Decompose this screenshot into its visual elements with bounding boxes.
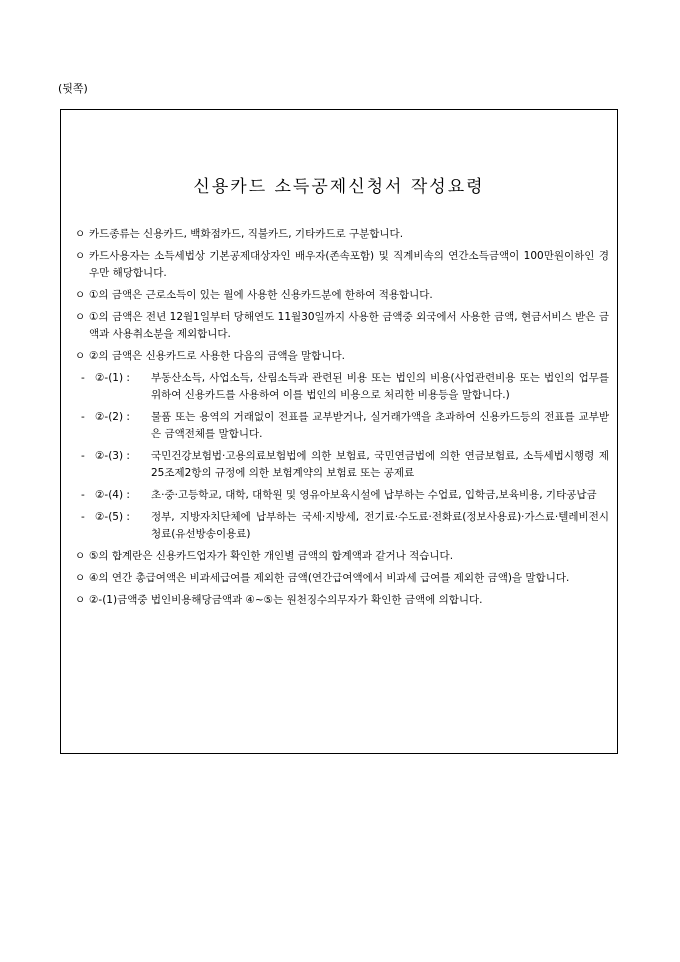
bullet-icon: ㅇ — [75, 250, 86, 262]
sub-item-text: 국민건강보험법·고용의료보험법에 의한 보험료, 국민연금법에 의한 연금보험료, 소득세법시행령 제25조제2항의 규정에 의한 보험계약의 보험료 또는 공제료 — [151, 450, 609, 479]
sub-item — [75, 448, 609, 482]
bullet-icon: ㅇ — [75, 350, 86, 362]
instruction-text: ①의 금액은 근로소득이 있는 월에 사용한 신용카드분에 한하여 적용합니다. — [89, 289, 433, 301]
dash-icon: - — [81, 511, 85, 523]
instruction-item — [75, 309, 609, 343]
sub-item — [75, 509, 609, 543]
instruction-text: ④의 연간 총급여액은 비과세급여를 제외한 금액(연간급여액에서 비과세 급여를 제외한 금액)을 말합니다. — [89, 572, 570, 584]
sub-item — [75, 370, 609, 404]
back-page-label: (뒷쪽) — [58, 82, 88, 95]
instruction-item — [75, 348, 609, 365]
dash-icon: - — [81, 489, 85, 501]
bullet-icon: ㅇ — [75, 228, 86, 240]
bullet-icon: ㅇ — [75, 289, 86, 301]
instruction-text: 카드사용자는 소득세법상 기본공제대상자인 배우자(존속포함) 및 직계비속의 연간소득금액이 100만원이하인 경우만 해당합니다. — [89, 250, 609, 279]
instruction-text: ①의 금액은 전년 12월1일부터 당해연도 11월30일까지 사용한 금액중 외국에서 사용한 금액, 현금서비스 받은 금액과 사용취소분을 제외합니다. — [89, 311, 609, 340]
instruction-item — [75, 548, 609, 565]
sub-item-code: ②-(1) : — [95, 372, 130, 384]
instruction-text: ②의 금액은 신용카드로 사용한 다음의 금액을 말합니다. — [89, 350, 345, 362]
document-title: 신용카드 소득공제신청서 작성요령 — [193, 177, 485, 197]
bullet-icon: ㅇ — [75, 550, 86, 562]
instruction-text: ⑤의 합계란은 신용카드업자가 확인한 개인별 금액의 합계액과 같거나 적습니다. — [89, 550, 454, 562]
sub-item-text: 물품 또는 용역의 거래없이 전표를 교부받거나, 실거래가액을 초과하여 신용카드등의 전표를 교부받은 금액전체를 말합니다. — [151, 411, 609, 440]
instruction-item — [75, 226, 609, 243]
sub-item-code: ②-(4) : — [95, 489, 130, 501]
instructions-content — [75, 226, 609, 614]
instruction-item — [75, 248, 609, 282]
sub-item-code: ②-(3) : — [95, 450, 130, 462]
sub-item-code: ②-(5) : — [95, 511, 130, 523]
sub-item — [75, 487, 609, 504]
sub-item-text: 부동산소득, 사업소득, 산림소득과 관련된 비용 또는 법인의 비용(사업관련비용 또는 법인의 업무를 위하여 신용카드를 사용하여 이를 법인의 비용으로 처리한 비용등을 말합니다.) — [151, 372, 609, 401]
instruction-item — [75, 570, 609, 587]
sub-item-code: ②-(2) : — [95, 411, 130, 423]
bullet-icon: ㅇ — [75, 311, 86, 323]
instruction-text: ②-(1)금액중 법인비용해당금액과 ④~⑤는 원천징수의무자가 확인한 금액에 의합니다. — [89, 594, 483, 606]
sub-item-text: 정부, 지방자치단체에 납부하는 국세·지방세, 전기료·수도료·전화료(정보사용료)·가스료·텔레비전시청료(유선방송이용료) — [151, 511, 609, 540]
bullet-icon: ㅇ — [75, 594, 86, 606]
sub-item-text: 초·중·고등학교, 대학, 대학원 및 영유아보육시설에 납부하는 수업료, 입학금,보육비용, 기타공납금 — [151, 489, 597, 501]
instructions-box — [60, 109, 618, 754]
bullet-icon: ㅇ — [75, 572, 86, 584]
dash-icon: - — [81, 372, 85, 384]
dash-icon: - — [81, 411, 85, 423]
dash-icon: - — [81, 450, 85, 462]
instruction-text: 카드종류는 신용카드, 백화점카드, 직불카드, 기타카드로 구분합니다. — [89, 228, 404, 240]
sub-item — [75, 409, 609, 443]
instruction-item — [75, 592, 609, 609]
instruction-item — [75, 287, 609, 304]
